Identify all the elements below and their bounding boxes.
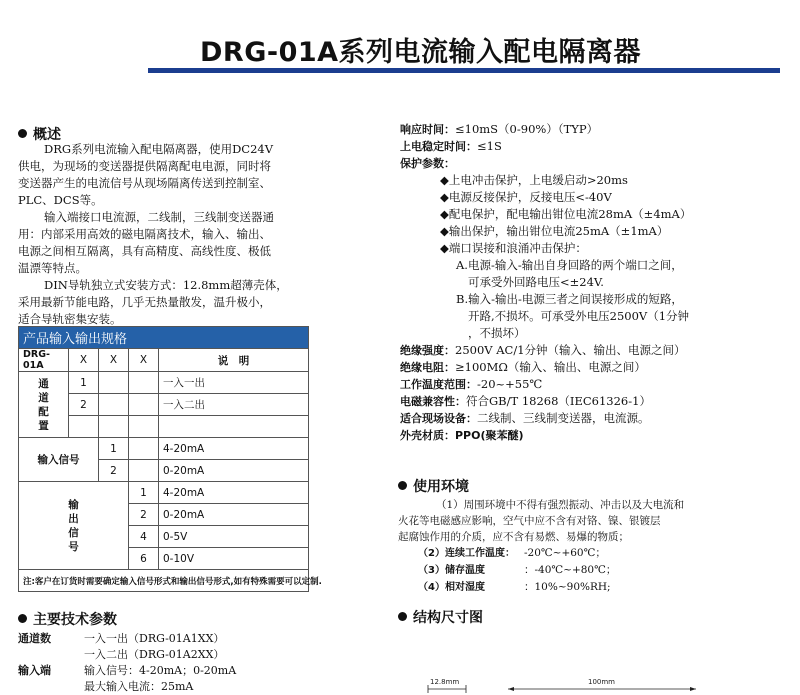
temp-label: 工作温度范围： xyxy=(400,378,477,391)
overview-line: 用：内部采用高效的磁电隔离技术，输入、输出、 xyxy=(18,227,271,241)
dim-width-label: 12.8mm xyxy=(430,678,460,686)
channels-label: 通道数 xyxy=(18,632,51,645)
output-desc: 0-20mA xyxy=(159,504,309,526)
bullet-dot-icon xyxy=(398,612,407,621)
bullet-dot-icon xyxy=(18,614,27,623)
spec-table-header-row xyxy=(19,327,309,349)
env-item: （2）连续工作温度： -20℃~+60℃； xyxy=(418,547,606,559)
table-note-row xyxy=(19,570,309,592)
output-desc: 4-20mA xyxy=(159,482,309,504)
protect-label: 保护参数： xyxy=(400,157,455,170)
output-desc: 0-5V xyxy=(159,526,309,548)
code-x3: X xyxy=(129,349,159,372)
channel-code: 1 xyxy=(69,372,99,394)
input-signal-label: 输入信号 xyxy=(19,438,99,482)
overview-line: 变送器产生的电流信号从现场隔离传送到控制室、 xyxy=(18,176,271,190)
env-line: 火花等电磁感应影响，空气中应不含有对铬、镍、银镀层 xyxy=(398,515,661,527)
overview-line: PLC、DCS等。 xyxy=(18,193,103,207)
env-item: （4）相对湿度 ：10%~90%RH; xyxy=(418,581,611,593)
table-row xyxy=(19,438,309,460)
protect-item: ◆端口误接和浪涌冲击保护： xyxy=(440,241,587,255)
env-item: （3）储存温度 ：-40℃~+80℃； xyxy=(418,564,617,576)
device-label: 适合现场设备： xyxy=(400,412,477,425)
overview-line: 电源之间相互隔离，具有高精度、高线性度、极低 xyxy=(18,244,271,258)
env-heading: 使用环境 xyxy=(398,476,469,496)
overview-heading: 概述 xyxy=(18,124,61,144)
overview-line: 供电，为现场的变送器提供隔离配电电源，同时将 xyxy=(18,159,271,173)
overview-line: DRG系列电流输入配电隔离器，使用DC24V xyxy=(44,142,274,156)
output-code: 4 xyxy=(129,526,159,548)
input-end-value-1: 输入信号：4-20mA；0-20mA xyxy=(84,664,237,677)
overview-line: 适合导轨密集安装。 xyxy=(18,312,122,326)
overview-line: 输入端接口电流源，二线制，三线制变送器通 xyxy=(44,210,274,224)
emc-label: 电磁兼容性： xyxy=(400,395,466,408)
channel-config-label: 通 道 配 置 xyxy=(19,372,69,438)
bullet-dot-icon xyxy=(398,481,407,490)
protect-item: ◆输出保护，输出钳位电流25mA（±1mA） xyxy=(440,224,669,238)
response-value: ≤10mS（0-90%）（TYP） xyxy=(455,122,599,136)
input-end-label: 输入端 xyxy=(18,664,51,677)
right-params xyxy=(400,121,691,444)
channels-value-1: 一入一出（DRG-01A1XX） xyxy=(84,632,225,645)
channels-value-2: 一入二出（DRG-01A2XX） xyxy=(84,648,225,661)
channel-code: 2 xyxy=(69,394,99,416)
protect-item: ◆电源反接保护，反接电压<-40V xyxy=(440,190,612,204)
insulation-value: 2500V AC/1分钟（输入、输出、电源之间） xyxy=(455,343,686,357)
structure-heading: 结构尺寸图 xyxy=(398,607,483,627)
startup-label: 上电稳定时间： xyxy=(400,140,477,153)
output-signal-label: 输 出 信 号 xyxy=(19,482,129,570)
desc-header: 说 明 xyxy=(159,349,309,372)
protect-sub-b1: B.输入-输出-电源三者之间误接形成的短路， xyxy=(456,292,683,306)
protect-sub-b3: ，不损坏） xyxy=(468,326,526,340)
temp-value: -20~+55℃ xyxy=(477,377,543,391)
title-rule xyxy=(148,68,780,73)
overview-line: 采用最新节能电路，几乎无热量散发，温升极小， xyxy=(18,295,271,309)
page-title: DRG-01A系列电流输入配电隔离器 xyxy=(200,37,642,68)
input-desc: 4-20mA xyxy=(159,438,309,460)
input-desc: 0-20mA xyxy=(159,460,309,482)
channel-desc: 一入一出 xyxy=(159,372,309,394)
material-label: 外壳材质： xyxy=(400,429,455,442)
output-code: 1 xyxy=(129,482,159,504)
protect-sub-b2: 开路,不损坏。可承受外电压2500V（1分钟 xyxy=(468,309,690,323)
overview-line: DIN导轨独立式安装方式：12.8mm超薄壳体， xyxy=(44,278,288,292)
input-code: 1 xyxy=(99,438,129,460)
response-label: 响应时间： xyxy=(400,123,455,136)
protect-item: ◆配电保护，配电输出钳位电流28mA（±4mA） xyxy=(440,207,692,221)
device-value: 二线制、三线制变送器，电流源。 xyxy=(477,411,650,425)
spec-table-title: 产品输入输出规格 xyxy=(19,327,309,349)
protect-sub-a2: 可承受外回路电压<±24V. xyxy=(468,275,604,289)
overview-text xyxy=(18,141,363,328)
table-row xyxy=(19,482,309,504)
spec-table xyxy=(18,326,322,592)
protect-sub-a1: A.电源-输入-输出自身回路的两个端口之间， xyxy=(456,258,683,272)
spec-note: 注:客户在订货时需要确定输入信号形式和输出信号形式,如有特殊需要可以定制. xyxy=(19,570,309,592)
startup-value: ≤1S xyxy=(477,139,502,153)
table-row xyxy=(19,372,309,394)
resistance-label: 绝缘电阻： xyxy=(400,361,455,374)
input-end-value-2: 最大输入电流：25mA xyxy=(84,680,194,693)
bullet-dot-icon xyxy=(18,129,27,138)
output-code: 2 xyxy=(129,504,159,526)
output-desc: 0-10V xyxy=(159,548,309,570)
model-code: DRG-01A xyxy=(19,349,69,372)
channel-desc: 一入二出 xyxy=(159,394,309,416)
env-line: 起腐蚀作用的介质，应不含有易燃、易爆的物质； xyxy=(398,531,629,543)
output-code: 6 xyxy=(129,548,159,570)
env-text xyxy=(398,497,778,596)
dimension-lines xyxy=(420,684,710,694)
code-x2: X xyxy=(99,349,129,372)
dim-length-label: 100mm xyxy=(588,678,615,686)
insulation-label: 绝缘强度： xyxy=(400,344,455,357)
spec-table-model-row xyxy=(19,349,309,372)
emc-value: 符合GB/T 18268（IEC61326-1） xyxy=(466,394,651,408)
input-code: 2 xyxy=(99,460,129,482)
tech-heading: 主要技术参数 xyxy=(18,609,117,629)
resistance-value: ≥100MΩ（输入、输出、电源之间） xyxy=(455,360,646,374)
tech-params xyxy=(18,631,236,695)
env-line: （1）周围环境中不得有强烈振动、冲击以及大电流和 xyxy=(436,499,685,511)
code-x1: X xyxy=(69,349,99,372)
protect-item: ◆上电冲击保护，上电缓启动>20ms xyxy=(440,173,628,187)
material-value: PPO(聚苯醚) xyxy=(455,429,524,442)
overview-line: 温漂等特点。 xyxy=(18,261,87,275)
